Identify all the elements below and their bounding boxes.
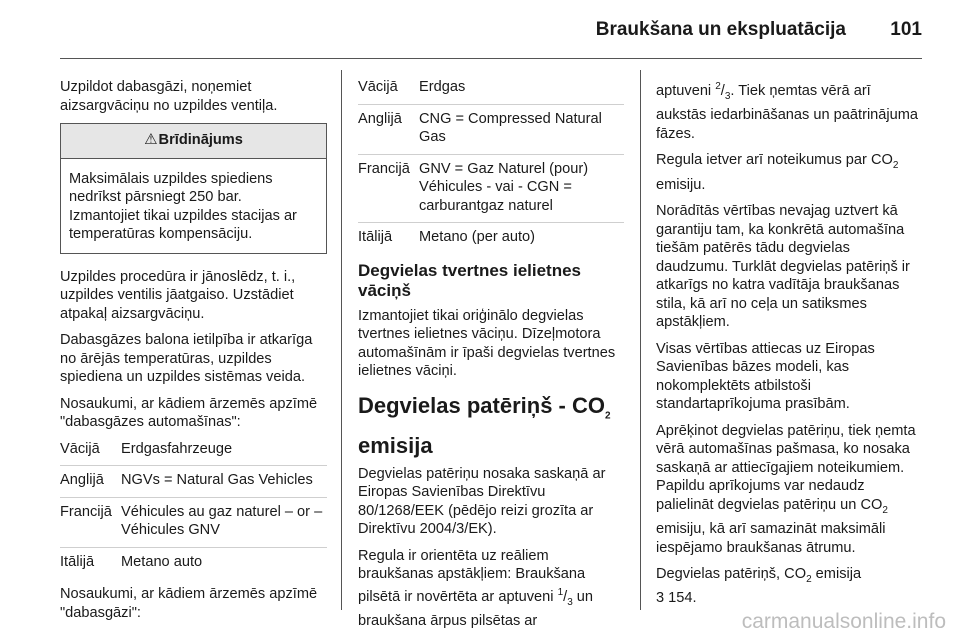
subscript: 2: [882, 504, 888, 516]
gas-names-table: [358, 78, 624, 254]
text-span: emisiju, kā arī samazināt maksimāli iespējamo braukšanas ātrumu.: [656, 521, 886, 556]
table-cell-name: Metano auto: [121, 553, 203, 570]
text-span: Aprēķinot degvielas patēriņu, tiek ņemta vērā automašīnas pašmasa, ko nosaka saskaņā ar attiecīgajiem noteikumiem. Papildu aprīkojums var nedaudz palielināt degvielas patēriņu un CO: [656, 422, 916, 513]
table-row: [358, 154, 624, 223]
heading-text: emisija: [358, 432, 433, 458]
fraction-numerator: 1: [557, 586, 564, 598]
section-heading-fuel-consumption: [358, 391, 624, 461]
subscript: 2: [892, 160, 899, 172]
table-cell-language: Vācijā: [358, 78, 419, 104]
warning-header: [61, 124, 326, 159]
paragraph: Uzpildes procedūra ir jānoslēdz, t. i., uzpildes ventilis jāatgaiso. Uzstādiet atpakaļ aizsargvāciņu.: [60, 268, 296, 322]
vehicle-names-table: [60, 440, 327, 579]
table-cell-language: Anglijā: [358, 104, 419, 154]
table-cell-language: Itālijā: [358, 229, 393, 245]
paragraph: Dabasgāzes balona ietilpība ir atkarīga no ārējās temperatūras, uzpildes spiediena un uzpildes sistēmas veida.: [60, 332, 313, 385]
table-row: [358, 78, 624, 104]
paragraph: [656, 565, 922, 608]
reference-link[interactable]: 154.: [664, 590, 697, 607]
paragraph: aptuveni $^2/_3$. Tiek ņemtas vērā arī aukstās iedarbināšanas un paātrinājuma fāzes.: [656, 81, 919, 142]
table-cell-name: Metano (per auto): [419, 229, 536, 245]
paragraph: [656, 151, 922, 194]
warning-triangle-icon: ⚠: [144, 131, 158, 148]
text-span: emisiju.: [656, 176, 706, 193]
paragraph: [656, 422, 922, 557]
table-cell-language: Anglijā: [60, 466, 121, 498]
intro-paragraph: Uzpildot dabasgāzi, noņemiet aizsargvāciņu no uzpildes ventiļa.: [60, 79, 278, 114]
column-left: [60, 78, 327, 630]
paragraph: Regula ir orientēta uz reāliem braukšanas apstākļiem: Braukšana pilsētā ir novērtēta ar aptuveni $^1/_3$ un braukšana ārpus pilsētas ar: [358, 547, 594, 630]
column-middle: [358, 78, 624, 639]
table-row: [60, 497, 327, 547]
text-span: emisija: [811, 566, 862, 583]
fraction-denominator: 3: [724, 90, 731, 102]
text-span: Regula ir orientēta uz reāliem braukšanas apstākļiem: Braukšana pilsētā ir novērtēta ar aptuveni: [358, 547, 586, 605]
watermark: carmanualsonline.info: [741, 610, 946, 633]
paragraph: Nosaukumi, ar kādiem ārzemēs apzīmē "dabasgāzes automašīnas":: [60, 395, 318, 430]
text-span: Degvielas patēriņš, CO: [656, 566, 807, 583]
table-cell-name: Erdgasfahrzeuge: [121, 440, 327, 466]
warning-body: [61, 159, 326, 253]
fraction-denominator: 3: [567, 596, 573, 608]
column-divider-2: [640, 70, 641, 610]
page-header: [60, 0, 922, 60]
header-divider: [60, 58, 922, 59]
table-cell-name: CNG = Compressed Natural Gas: [419, 104, 624, 154]
paragraph: Norādītās vērtības nevajag uztvert kā garantiju tam, ka konkrētā automašīna tiešām patērēs tādu degvielas daudzumu. Turklāt degvielas patēriņš ir atkarīgs no katra vadītāja braukšanas stila, kā arī no ceļa un satiksmes apstākļiem.: [656, 203, 910, 331]
column-right: [656, 78, 922, 616]
text-span: Regula ietver arī noteikumus par CO: [656, 152, 893, 169]
warning-text-2: Izmantojiet tikai uzpildes stacijas ar temperatūras kompensāciju.: [69, 207, 297, 242]
column-divider-1: [341, 70, 342, 610]
reference-arrow-icon: 3: [656, 590, 665, 607]
warning-text-1: Maksimālais uzpildes spiediens nedrīkst pārsniegt 250 bar.: [69, 170, 273, 205]
section-heading-fuel-cap: Degvielas tvertnes ielietnes vāciņš: [358, 260, 582, 300]
warning-title: Brīdinājums: [158, 132, 243, 148]
paragraph: Visas vērtības attiecas uz Eiropas Savienības bāzes modeli, kas nokomplektēts atbilstoši standartaprīkojuma prasībām.: [656, 340, 875, 413]
text-span: . Tiek ņemtas vērā arī aukstās iedarbināšanas un paātrinājuma fāzes.: [656, 82, 919, 142]
table-cell-language: Francijā: [358, 154, 419, 223]
heading-text: Degvielas patēriņš - CO: [358, 392, 605, 418]
paragraph: Izmantojiet tikai oriģinālo degvielas tvertnes ielietnes vāciņu. Dīzeļmotora automašīnām ir īpaši degvielas tvertnes ielietnes vāciņi.: [358, 307, 616, 379]
table-cell-language: Vācijā: [60, 440, 121, 466]
table-row: [60, 547, 327, 578]
page-title: Braukšana un ekspluatācija: [595, 19, 846, 40]
table-cell-name: Véhicules au gaz naturel – or – Véhicules GNV: [121, 497, 327, 547]
warning-box: [60, 123, 327, 254]
table-row: [60, 440, 327, 466]
text-span: un braukšana ārpus pilsētas ar: [358, 588, 594, 630]
table-row: [60, 466, 327, 498]
page-number: 101: [890, 19, 922, 40]
table-cell-language: Francijā: [60, 497, 121, 547]
text-span: aptuveni: [656, 82, 716, 99]
table-cell-name: Erdgas: [419, 78, 624, 104]
table-cell-name: GNV = Gaz Naturel (pour) Véhicules - vai - CGN = carburantgaz naturel: [419, 154, 624, 223]
table-cell-language: Itālijā: [60, 553, 95, 570]
table-row: [358, 104, 624, 154]
subscript: 2: [806, 573, 812, 585]
fraction-numerator: 2: [715, 81, 721, 92]
heading-subscript: 2: [604, 409, 611, 421]
paragraph: Nosaukumi, ar kādiem ārzemēs apzīmē "dabasgāzi":: [60, 586, 318, 621]
paragraph: Degvielas patēriņu nosaka saskaņā ar Eiropas Savienības Direktīvu 80/1268/EEK (pēdējo reizi grozīta ar Direktīvu 2004/3/EK).: [358, 465, 606, 538]
table-row: [358, 223, 624, 254]
table-cell-name: NGVs = Natural Gas Vehicles: [121, 466, 327, 498]
